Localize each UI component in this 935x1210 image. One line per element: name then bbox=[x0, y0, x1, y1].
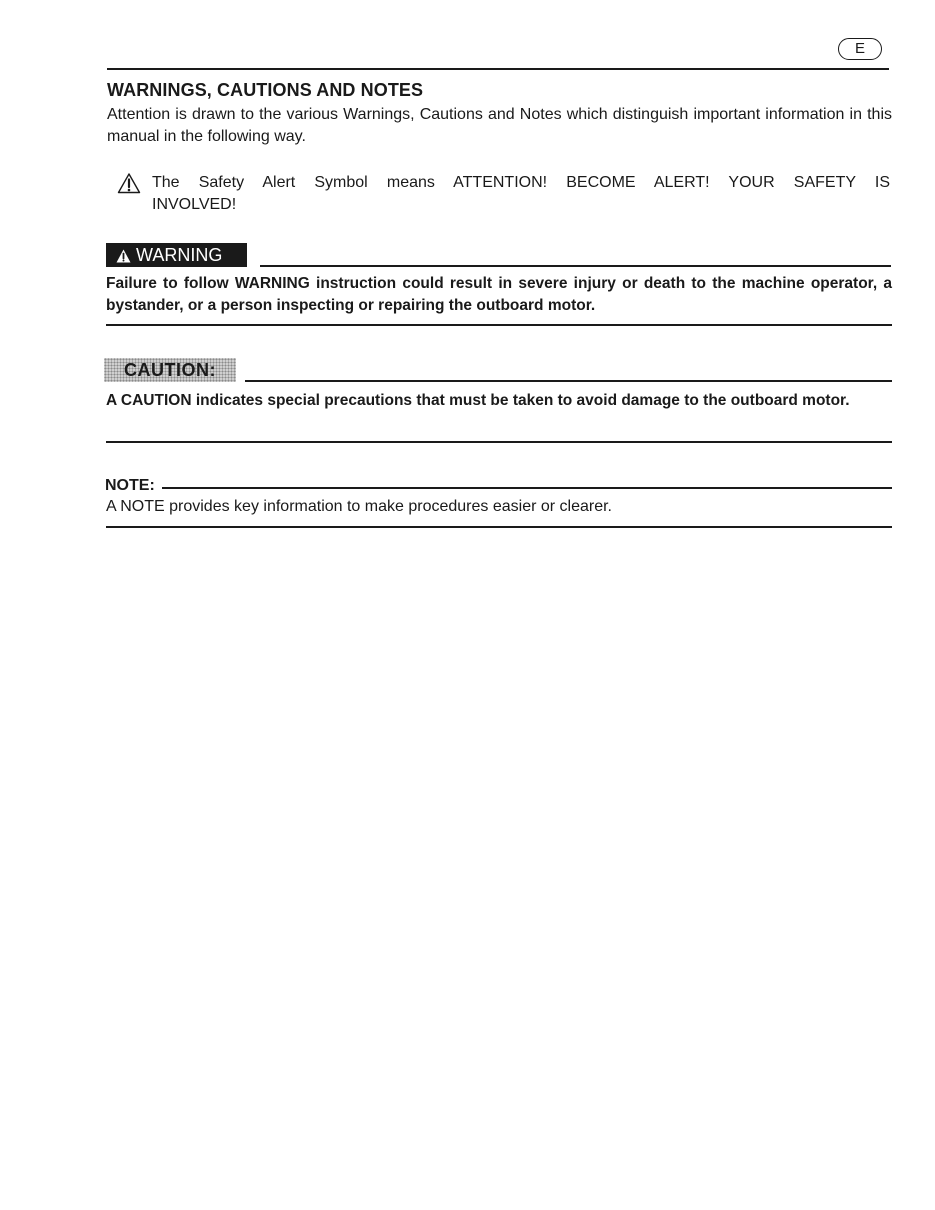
caution-label: CAUTION: bbox=[104, 358, 236, 382]
caution-title-rule bbox=[245, 380, 892, 382]
warning-label-text: WARNING bbox=[136, 245, 223, 265]
note-title-rule bbox=[162, 487, 892, 489]
warning-label bbox=[106, 243, 247, 267]
warning-triangle-icon bbox=[117, 172, 141, 194]
note-text: A NOTE provides key information to make procedures easier or clearer. bbox=[106, 498, 612, 515]
note-label: NOTE: bbox=[105, 477, 155, 494]
warning-title-rule bbox=[260, 265, 891, 267]
header-rule bbox=[107, 68, 889, 70]
caution-end-rule bbox=[106, 441, 892, 443]
section-title: WARNINGS, CAUTIONS AND NOTES bbox=[107, 80, 424, 100]
warning-end-rule bbox=[106, 324, 892, 326]
intro-paragraph: Attention is drawn to the various Warnings, Cautions and Notes which distinguish important information in this manual in the following way. bbox=[107, 106, 892, 145]
note-end-rule bbox=[106, 526, 892, 528]
warning-triangle-icon bbox=[116, 249, 131, 263]
warning-text: Failure to follow WARNING instruction could result in severe injury or death to the machine operator, a bystander, or a person inspecting or repairing the outboard motor. bbox=[106, 275, 892, 314]
safety-alert-text: The Safety Alert Symbol means ATTENTION! BECOME ALERT! YOUR SAFETY IS INVOLVED! bbox=[152, 174, 890, 213]
caution-text: A CAUTION indicates special precautions that must be taken to avoid damage to the outboard motor. bbox=[106, 392, 850, 409]
language-badge: E bbox=[838, 38, 882, 60]
